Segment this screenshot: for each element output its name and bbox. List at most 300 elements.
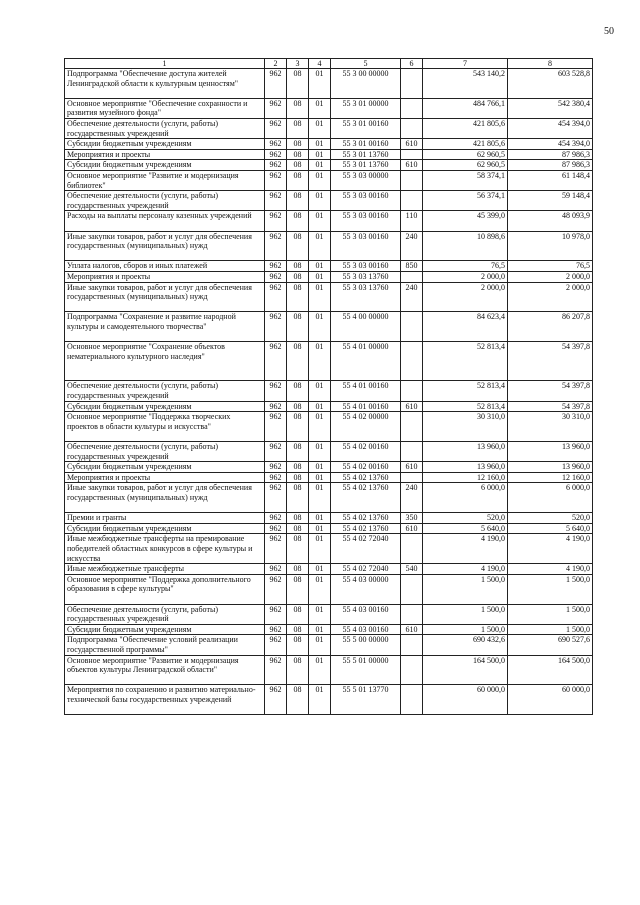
row-code: 962 [265,635,287,655]
row-code: 962 [265,312,287,342]
row-name: Иные закупки товаров, работ и услуг для обеспечения государственных (муниципальных) нужд [65,282,265,312]
row-value1: 52 813,4 [423,381,508,401]
row-value1: 543 140,2 [423,69,508,99]
row-name: Расходы на выплаты персоналу казенных учреждений [65,211,265,231]
column-header: 6 [401,59,423,69]
row-value1: 56 374,1 [423,191,508,211]
row-subsection: 01 [309,472,331,483]
row-subsection: 01 [309,69,331,99]
row-target: 55 4 03 00000 [331,574,401,604]
row-section: 08 [287,462,309,473]
row-section: 08 [287,191,309,211]
row-value2: 5 640,0 [508,523,593,534]
row-subsection: 01 [309,160,331,171]
table-row [65,282,593,312]
row-target: 55 3 03 00160 [331,261,401,272]
row-subsection: 01 [309,170,331,190]
row-value2: 690 527,6 [508,635,593,655]
table-row [65,261,593,272]
row-code: 962 [265,170,287,190]
row-type: 850 [401,261,423,272]
row-type [401,635,423,655]
row-subsection: 01 [309,98,331,118]
row-section: 08 [287,261,309,272]
row-subsection: 01 [309,462,331,473]
row-value2: 61 148,4 [508,170,593,190]
row-section: 08 [287,282,309,312]
row-section: 08 [287,342,309,381]
table-row [65,685,593,715]
row-code: 962 [265,282,287,312]
row-value2: 60 000,0 [508,685,593,715]
row-subsection: 01 [309,271,331,282]
row-name: Обеспечение деятельности (услуги, работы) государственных учреждений [65,118,265,138]
row-name: Иные межбюджетные трансферты на премирование победителей областных конкурсов в сфере культуры и искусства [65,534,265,564]
row-section: 08 [287,149,309,160]
row-type: 610 [401,160,423,171]
row-value1: 62 960,5 [423,149,508,160]
row-value2: 1 500,0 [508,574,593,604]
row-subsection: 01 [309,312,331,342]
row-value2: 1 500,0 [508,624,593,635]
row-code: 962 [265,483,287,513]
row-type: 610 [401,624,423,635]
row-value2: 454 394,0 [508,118,593,138]
row-name: Субсидии бюджетным учреждениям [65,139,265,150]
row-code: 962 [265,139,287,150]
row-target: 55 3 00 00000 [331,69,401,99]
row-subsection: 01 [309,604,331,624]
row-value2: 10 978,0 [508,231,593,261]
row-value1: 12 160,0 [423,472,508,483]
row-section: 08 [287,483,309,513]
row-code: 962 [265,462,287,473]
row-type: 110 [401,211,423,231]
row-value2: 1 500,0 [508,604,593,624]
table-row [65,98,593,118]
row-target: 55 5 01 13770 [331,685,401,715]
row-value1: 45 399,0 [423,211,508,231]
row-type [401,381,423,401]
row-target: 55 3 01 13760 [331,149,401,160]
row-code: 962 [265,472,287,483]
row-name: Премии и гранты [65,513,265,524]
row-subsection: 01 [309,401,331,412]
row-name: Обеспечение деятельности (услуги, работы) государственных учреждений [65,191,265,211]
row-value1: 13 960,0 [423,442,508,462]
row-type: 610 [401,462,423,473]
row-code: 962 [265,191,287,211]
table-row [65,462,593,473]
row-target: 55 4 03 00160 [331,604,401,624]
row-target: 55 3 01 00160 [331,118,401,138]
row-type: 610 [401,139,423,150]
row-code: 962 [265,513,287,524]
row-value1: 1 500,0 [423,624,508,635]
row-name: Обеспечение деятельности (услуги, работы) государственных учреждений [65,442,265,462]
column-header: 3 [287,59,309,69]
row-name: Иные межбюджетные трансферты [65,564,265,575]
row-section: 08 [287,655,309,685]
row-type [401,191,423,211]
row-code: 962 [265,69,287,99]
row-value1: 4 190,0 [423,564,508,575]
row-target: 55 4 02 13760 [331,513,401,524]
budget-table [64,58,593,715]
row-type: 240 [401,231,423,261]
row-section: 08 [287,211,309,231]
row-name: Обеспечение деятельности (услуги, работы) государственных учреждений [65,381,265,401]
row-value2: 30 310,0 [508,412,593,442]
row-value1: 1 500,0 [423,574,508,604]
row-subsection: 01 [309,211,331,231]
column-header: 7 [423,59,508,69]
row-subsection: 01 [309,564,331,575]
row-section: 08 [287,381,309,401]
table-row [65,271,593,282]
row-subsection: 01 [309,282,331,312]
table-row [65,513,593,524]
row-subsection: 01 [309,342,331,381]
row-type [401,685,423,715]
table-row [65,231,593,261]
row-section: 08 [287,604,309,624]
row-subsection: 01 [309,118,331,138]
row-code: 962 [265,261,287,272]
row-target: 55 3 03 13760 [331,282,401,312]
row-type [401,412,423,442]
table-row [65,412,593,442]
row-code: 962 [265,401,287,412]
row-section: 08 [287,170,309,190]
row-value2: 542 380,4 [508,98,593,118]
table-row [65,118,593,138]
row-value2: 13 960,0 [508,442,593,462]
row-value2: 603 528,8 [508,69,593,99]
row-type [401,442,423,462]
row-value2: 4 190,0 [508,534,593,564]
row-name: Основное мероприятие "Развитие и модернизация библиотек" [65,170,265,190]
row-target: 55 3 03 00160 [331,191,401,211]
row-section: 08 [287,139,309,150]
row-name: Основное мероприятие "Обеспечение сохранности и развития музейного фонда" [65,98,265,118]
table-row [65,211,593,231]
row-target: 55 4 02 00160 [331,442,401,462]
row-type: 240 [401,483,423,513]
row-target: 55 5 00 00000 [331,635,401,655]
row-code: 962 [265,231,287,261]
row-value1: 520,0 [423,513,508,524]
column-header: 2 [265,59,287,69]
row-subsection: 01 [309,624,331,635]
table-row [65,472,593,483]
row-code: 962 [265,271,287,282]
row-subsection: 01 [309,534,331,564]
row-value1: 30 310,0 [423,412,508,442]
table-row [65,170,593,190]
row-name: Мероприятия и проекты [65,271,265,282]
row-name: Иные закупки товаров, работ и услуг для обеспечения государственных (муниципальных) нужд [65,231,265,261]
row-section: 08 [287,472,309,483]
row-value2: 59 148,4 [508,191,593,211]
table-row [65,574,593,604]
row-type [401,312,423,342]
row-name: Субсидии бюджетным учреждениям [65,523,265,534]
column-header: 4 [309,59,331,69]
row-target: 55 4 03 00160 [331,624,401,635]
row-name: Основное мероприятие "Развитие и модернизация объектов культуры Ленинградской области" [65,655,265,685]
row-value1: 58 374,1 [423,170,508,190]
row-code: 962 [265,523,287,534]
page-number: 50 [604,26,614,37]
row-target: 55 3 03 00160 [331,231,401,261]
row-type [401,98,423,118]
row-value1: 76,5 [423,261,508,272]
row-subsection: 01 [309,412,331,442]
row-subsection: 01 [309,635,331,655]
row-value1: 62 960,5 [423,160,508,171]
table-row [65,401,593,412]
row-section: 08 [287,312,309,342]
table-row [65,191,593,211]
row-value2: 87 986,3 [508,160,593,171]
row-name: Подпрограмма "Обеспечение условий реализации государственной программы" [65,635,265,655]
column-header: 1 [65,59,265,69]
row-type [401,472,423,483]
row-type [401,655,423,685]
row-value2: 2 000,0 [508,271,593,282]
row-name: Иные закупки товаров, работ и услуг для обеспечения государственных (муниципальных) нужд [65,483,265,513]
row-name: Мероприятия и проекты [65,472,265,483]
row-target: 55 4 01 00160 [331,401,401,412]
row-name: Уплата налогов, сборов и иных платежей [65,261,265,272]
row-type [401,149,423,160]
row-section: 08 [287,160,309,171]
row-value2: 76,5 [508,261,593,272]
row-type: 350 [401,513,423,524]
row-section: 08 [287,635,309,655]
table-row [65,483,593,513]
row-value2: 12 160,0 [508,472,593,483]
table-row [65,564,593,575]
row-value1: 6 000,0 [423,483,508,513]
row-section: 08 [287,574,309,604]
table-row [65,635,593,655]
row-value2: 2 000,0 [508,282,593,312]
row-target: 55 4 02 00160 [331,462,401,473]
row-code: 962 [265,98,287,118]
row-name: Мероприятия и проекты [65,149,265,160]
row-section: 08 [287,523,309,534]
row-subsection: 01 [309,381,331,401]
row-name: Основное мероприятие "Поддержка дополнительного образования в сфере культуры" [65,574,265,604]
row-section: 08 [287,271,309,282]
row-value2: 6 000,0 [508,483,593,513]
row-section: 08 [287,401,309,412]
row-target: 55 4 01 00000 [331,342,401,381]
row-value1: 164 500,0 [423,655,508,685]
table-row [65,139,593,150]
row-target: 55 5 01 00000 [331,655,401,685]
row-type [401,342,423,381]
row-target: 55 3 01 13760 [331,160,401,171]
row-section: 08 [287,412,309,442]
row-target: 55 4 02 00000 [331,412,401,442]
row-type [401,271,423,282]
row-value2: 4 190,0 [508,564,593,575]
row-target: 55 3 03 00000 [331,170,401,190]
row-value1: 1 500,0 [423,604,508,624]
row-value2: 87 986,3 [508,149,593,160]
row-type [401,574,423,604]
row-code: 962 [265,655,287,685]
row-type: 610 [401,401,423,412]
row-section: 08 [287,685,309,715]
table-row [65,442,593,462]
row-value1: 4 190,0 [423,534,508,564]
row-target: 55 4 02 13760 [331,523,401,534]
row-value2: 13 960,0 [508,462,593,473]
table-row [65,381,593,401]
row-target: 55 4 00 00000 [331,312,401,342]
row-value1: 2 000,0 [423,282,508,312]
row-target: 55 3 01 00160 [331,139,401,150]
row-code: 962 [265,381,287,401]
row-section: 08 [287,98,309,118]
row-code: 962 [265,160,287,171]
table-row [65,69,593,99]
row-section: 08 [287,69,309,99]
row-type [401,118,423,138]
row-value1: 421 805,6 [423,139,508,150]
row-target: 55 3 03 00160 [331,211,401,231]
row-type: 610 [401,523,423,534]
row-subsection: 01 [309,574,331,604]
row-value1: 2 000,0 [423,271,508,282]
table-row [65,149,593,160]
table-body [65,69,593,715]
row-name: Субсидии бюджетным учреждениям [65,462,265,473]
row-value1: 10 898,6 [423,231,508,261]
row-name: Субсидии бюджетным учреждениям [65,160,265,171]
row-target: 55 4 02 72040 [331,564,401,575]
table-row [65,160,593,171]
table-row [65,604,593,624]
row-target: 55 4 02 72040 [331,534,401,564]
row-target: 55 3 01 00000 [331,98,401,118]
row-code: 962 [265,624,287,635]
row-subsection: 01 [309,483,331,513]
row-value2: 54 397,8 [508,381,593,401]
row-code: 962 [265,574,287,604]
row-value2: 48 093,9 [508,211,593,231]
row-value2: 164 500,0 [508,655,593,685]
table-row [65,655,593,685]
row-subsection: 01 [309,523,331,534]
row-subsection: 01 [309,149,331,160]
row-name: Основное мероприятие "Поддержка творческих проектов в области культуры и искусства" [65,412,265,442]
row-name: Основное мероприятие "Сохранение объектов нематериального культурного наследия" [65,342,265,381]
row-subsection: 01 [309,139,331,150]
row-subsection: 01 [309,685,331,715]
row-code: 962 [265,118,287,138]
row-value2: 520,0 [508,513,593,524]
row-code: 962 [265,685,287,715]
row-value1: 690 432,6 [423,635,508,655]
row-target: 55 4 01 00160 [331,381,401,401]
row-value2: 54 397,8 [508,401,593,412]
row-value2: 454 394,0 [508,139,593,150]
row-section: 08 [287,231,309,261]
column-header: 8 [508,59,593,69]
row-value1: 52 813,4 [423,342,508,381]
row-section: 08 [287,442,309,462]
row-value1: 13 960,0 [423,462,508,473]
row-value2: 86 207,8 [508,312,593,342]
table-row [65,624,593,635]
row-name: Подпрограмма "Сохранение и развитие народной культуры и самодеятельного творчества" [65,312,265,342]
row-value1: 60 000,0 [423,685,508,715]
row-type [401,170,423,190]
row-subsection: 01 [309,231,331,261]
row-code: 962 [265,149,287,160]
row-value2: 54 397,8 [508,342,593,381]
row-type: 540 [401,564,423,575]
row-type [401,534,423,564]
row-target: 55 4 02 13760 [331,483,401,513]
row-target: 55 3 03 13760 [331,271,401,282]
row-name: Подпрограмма "Обеспечение доступа жителей Ленинградской области к культурным ценностям" [65,69,265,99]
row-subsection: 01 [309,191,331,211]
row-section: 08 [287,564,309,575]
row-value1: 84 623,4 [423,312,508,342]
row-code: 962 [265,412,287,442]
row-code: 962 [265,564,287,575]
row-section: 08 [287,624,309,635]
row-code: 962 [265,604,287,624]
row-name: Субсидии бюджетным учреждениям [65,401,265,412]
row-type [401,69,423,99]
row-section: 08 [287,513,309,524]
row-subsection: 01 [309,513,331,524]
row-subsection: 01 [309,655,331,685]
row-subsection: 01 [309,442,331,462]
row-type: 240 [401,282,423,312]
row-code: 962 [265,211,287,231]
row-section: 08 [287,534,309,564]
row-subsection: 01 [309,261,331,272]
row-type [401,604,423,624]
row-code: 962 [265,342,287,381]
row-name: Субсидии бюджетным учреждениям [65,624,265,635]
row-name: Обеспечение деятельности (услуги, работы) государственных учреждений [65,604,265,624]
column-header: 5 [331,59,401,69]
table-row [65,534,593,564]
table-row [65,523,593,534]
table-header-row [65,59,593,69]
row-value1: 421 805,6 [423,118,508,138]
row-value1: 5 640,0 [423,523,508,534]
table-row [65,312,593,342]
row-value1: 484 766,1 [423,98,508,118]
row-name: Мероприятия по сохранению и развитию материально-технической базы государственных учреждений [65,685,265,715]
row-value1: 52 813,4 [423,401,508,412]
row-section: 08 [287,118,309,138]
row-target: 55 4 02 13760 [331,472,401,483]
table-row [65,342,593,381]
row-code: 962 [265,534,287,564]
row-code: 962 [265,442,287,462]
